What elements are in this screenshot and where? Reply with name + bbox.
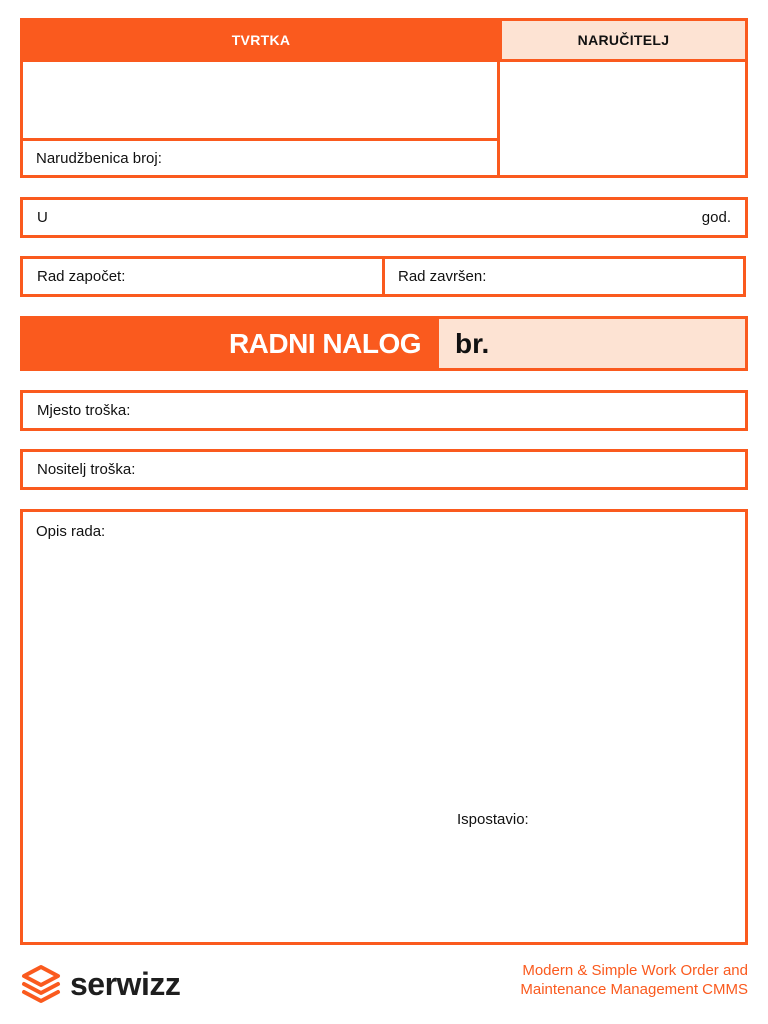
work-finished-field[interactable]: [385, 259, 743, 294]
date-row[interactable]: [20, 197, 748, 238]
footer-tagline: [448, 961, 748, 999]
tagline-line-1: Modern & Simple Work Order and: [522, 962, 748, 979]
cost-center-label: Mjesto troška:: [37, 402, 131, 419]
number-label: br.: [455, 327, 490, 359]
client-header: [499, 21, 745, 59]
cost-center-field[interactable]: [20, 390, 748, 431]
work-description-box[interactable]: [20, 509, 748, 945]
year-label: god.: [701, 209, 731, 226]
work-started-field[interactable]: [23, 259, 385, 294]
title-cell: [23, 319, 439, 368]
tagline-line-2: Maintenance Management CMMS: [520, 981, 748, 998]
header-block: [20, 18, 748, 178]
cost-bearer-field[interactable]: [20, 449, 748, 490]
company-header: [23, 21, 499, 59]
cost-bearer-label: Nositelj troška:: [37, 461, 136, 478]
purchase-order-label: Narudžbenica broj:: [36, 149, 162, 167]
client-info-area[interactable]: [500, 62, 745, 175]
work-finished-label: Rad završen:: [398, 268, 487, 285]
client-label: NARUČITELJ: [577, 32, 670, 48]
work-dates-row: [20, 256, 746, 297]
title-banner: [20, 316, 748, 371]
company-label: TVRTKA: [231, 32, 291, 48]
work-started-label: Rad započet:: [37, 268, 126, 285]
document-title: RADNI NALOG: [228, 327, 421, 359]
purchase-order-field[interactable]: [36, 141, 486, 175]
number-cell[interactable]: [439, 319, 745, 368]
brand-logo[interactable]: [20, 962, 200, 1006]
issued-by-label: Ispostavio:: [457, 811, 529, 828]
stacked-layers-icon: [20, 963, 62, 1005]
place-label: U: [37, 209, 48, 226]
description-label: Opis rada:: [36, 523, 106, 540]
brand-name: serwizz: [70, 965, 181, 1002]
company-info-area[interactable]: [23, 62, 497, 138]
